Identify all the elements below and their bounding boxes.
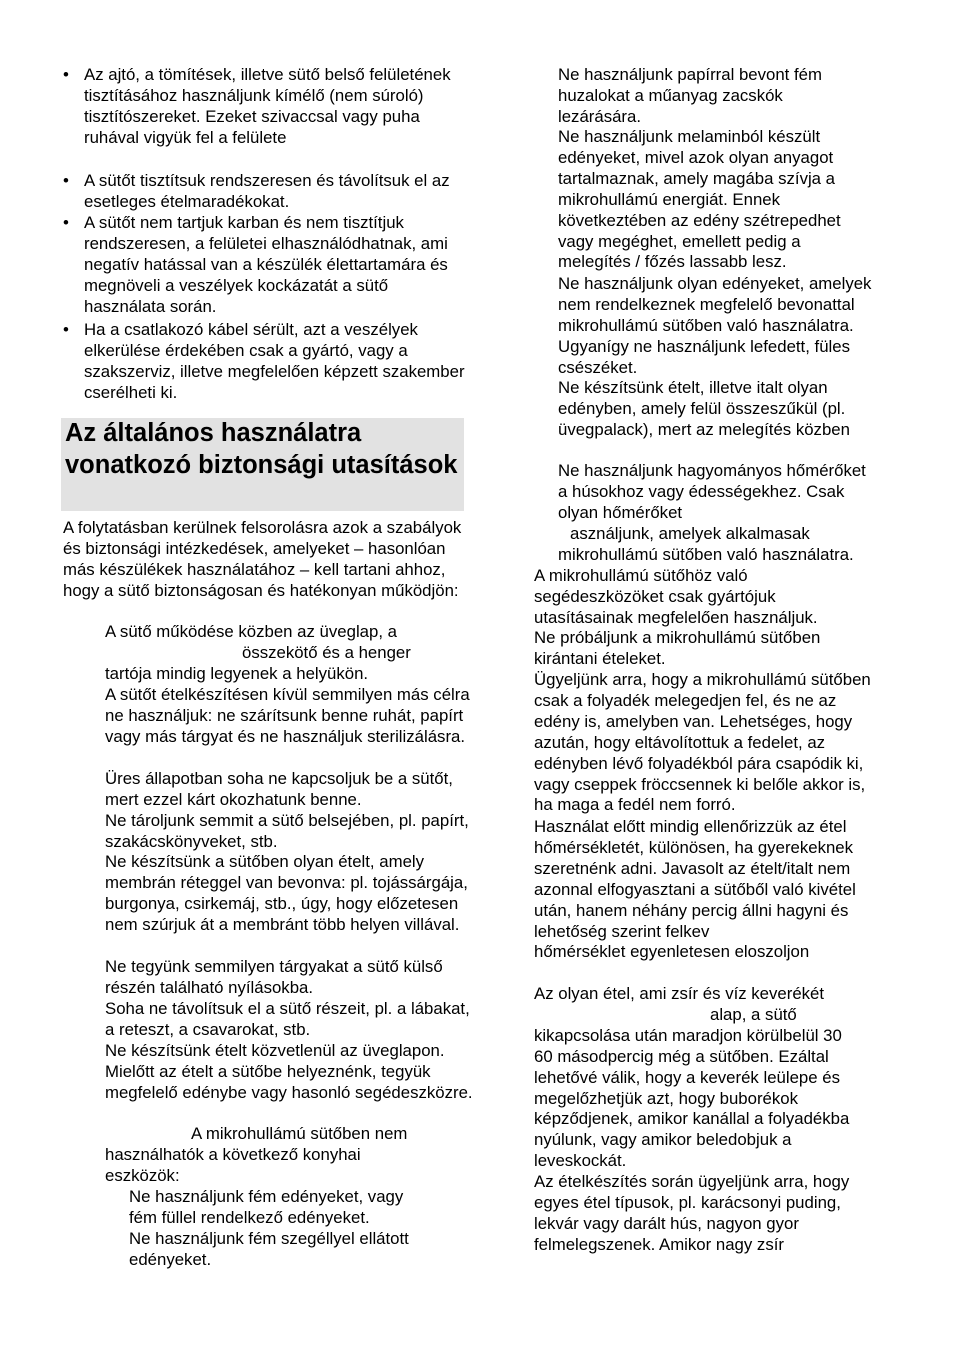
sub-list-item: Ne használjunk melaminból készült edényeket, mivel azok olyan anyagot tartalmaznak, amely magába szívja a mikrohullámú energiát. Ennek következtében az edény szétrepedhet vagy megéghet, emellett pedig a melegítés / főzés lassabb lesz. bbox=[558, 127, 841, 272]
list-item: Használat előtt mindig ellenőrizzük az étel hőmérsékletét, különösen, ha gyerekeknek szeretnénk adni. Javasolt az ételt/italt nem azonnal elfogyasztani a sütőből való kivétel után, hanem néhány percig állni hagyni és lehetőség szerint felkev bbox=[534, 817, 856, 941]
list-item: Ne tegyünk semmilyen tárgyakat a sütő külső részén található nyílásokba. bbox=[105, 957, 443, 997]
list-item: Ne próbáljunk a mikrohullámú sütőben kirántani ételeket. bbox=[534, 628, 821, 668]
sub-list-item: Ne használjunk fém szegéllyel ellátott edényeket. bbox=[129, 1229, 409, 1269]
list-item: Ügyeljünk arra, hogy a mikrohullámú sütőben csak a folyadék melegedjen fel, és ne az edény is, amelyben van. Lehetséges, hogy azután, hogy eltávolítottuk a fedelet, az edényben lévő folyadékból pára csapódik ki, vagy cseppek fröccsennek ki belőle akkor is, ha maga a fedél nem forró. bbox=[534, 670, 871, 815]
list-item: A sütőt ételkészítésen kívül semmilyen más célra ne használjuk: ne szárítsunk benne ruhát, papírt vagy más tárgyat és ne használjuk sterilizálásra. bbox=[105, 685, 470, 746]
list-item: Az ételkészítés során ügyeljünk arra, hogy egyes étel típusok, pl. karácsonyi puding, lekvár vagy darált hús, nagyon gyor felmelegszenek. Amikor nagy zsír bbox=[534, 1172, 850, 1254]
list-item: A mikrohullámú sütőhöz való segédeszközöket csak gyártójuk utasításainak megfelelően használjuk. bbox=[534, 566, 818, 627]
list-item-continuation: hőmérséklet egyenletesen eloszoljon bbox=[534, 942, 810, 961]
sub-list-item: Ne használjunk fém edényeket, vagy fém füllel rendelkező edényeket. bbox=[129, 1187, 404, 1227]
list-item: A sütő működése közben az üveglap, a összekötő és a henger tartója mindig legyenek a helyükön. bbox=[105, 622, 411, 683]
sub-list-item: Ne használjunk hagyományos hőmérőket a húsokhoz vagy édességekhez. Csak olyan hőmérőket asználjunk, amelyek alkalmasak mikrohullámú sütőben való használatra. bbox=[558, 461, 866, 564]
sub-list-item: Ne használjunk papírral bevont fém huzalokat a műanyag zacskók lezárására. bbox=[558, 65, 822, 126]
sub-list-item: Ne készítsünk ételt, illetve italt olyan edényben, amely felül összeszűkül (pl. üvegpalack), mert az melegítés közben bbox=[558, 378, 850, 439]
list-item: Ne tároljunk semmit a sütő belsejében, pl. papírt, szakácskönyveket, stb. bbox=[105, 811, 469, 851]
bullet-icon: • bbox=[63, 320, 69, 339]
bullet-icon: • bbox=[63, 213, 69, 232]
sub-list-item: Ne használjunk olyan edényeket, amelyek nem rendelkeznek megfelelő bevonattal mikrohullámú sütőben való használatra. Ugyanígy ne használjunk lefedett, füles csészéket. bbox=[558, 274, 872, 377]
section-heading-box bbox=[61, 418, 464, 511]
list-item: Ne készítsünk a sütőben olyan ételt, amely membrán réteggel van bevonva: pl. tojássárgája, burgonya, csirkemáj, stb., úgy, hogy előzetesen nem szúrjuk át a membránt több helyen villával. bbox=[105, 852, 468, 934]
intro-paragraph: A folytatásban kerülnek felsorolásra azok a szabályok és biztonsági intézkedések, amelyeket – hasonlóan más készülékek használatához – kell tartani ahhoz, hogy a sütő biztonságosan és hatékonyan működjön: bbox=[63, 518, 462, 600]
bullet-item: • A sütőt nem tartjuk karban és nem tisztítjuk rendszeresen, a felületei elhasználódhatnak, ami negatív hatással van a készülék élettartamára és megnöveli a veszélyek kockázatát a sütő használata során. bbox=[63, 213, 448, 316]
list-item: Üres állapotban soha ne kapcsoljuk be a sütőt, mert ezzel kárt okozhatunk benne. bbox=[105, 769, 453, 809]
list-item: Az olyan étel, ami zsír és víz keverékét alap, a sütő kikapcsolása után maradjon körülbelül 30 60 másodpercig még a sütőben. Ezáltal lehetővé válik, hogy a keverék leülepe és megelőzhetjük azt, hogy buborékok képződjenek, amikor kanállal a folyadékba nyúlunk, vagy amikor beledobjuk a leveskockát. bbox=[534, 984, 850, 1171]
bullet-item: • Ha a csatlakozó kábel sérült, azt a veszélyek elkerülése érdekében csak a gyártó, vagy a szakszerviz, illetve megfelelően képzett szakember cserélheti ki. bbox=[63, 320, 465, 402]
bullet-icon: • bbox=[63, 65, 69, 84]
list-item: Ne készítsünk ételt közvetlenül az üveglapon. Mielőtt az ételt a sütőbe helyeznénk, tegyük megfelelő edénybe vagy hasonló segédeszközre. bbox=[105, 1041, 473, 1102]
bullet-item: • Az ajtó, a tömítések, illetve sütő belső felületének tisztításához használjunk kímélő (nem súroló) tisztítószereket. Ezeket szivaccsal vagy puha ruhával vigyük fel a felülete bbox=[63, 65, 451, 147]
bullet-item: • A sütőt tisztítsuk rendszeresen és távolítsuk el az esetleges ételmaradékokat. bbox=[63, 171, 450, 211]
bullet-icon: • bbox=[63, 171, 69, 190]
list-item: Soha ne távolítsuk el a sütő részeit, pl. a lábakat, a reteszt, a csavarokat, stb. bbox=[105, 999, 470, 1039]
list-item: A mikrohullámú sütőben nem használhatók a következő konyhai eszközök: bbox=[105, 1124, 408, 1185]
section-heading: Az általános használatra vonatkozó biztonsági utasítások bbox=[65, 419, 458, 479]
